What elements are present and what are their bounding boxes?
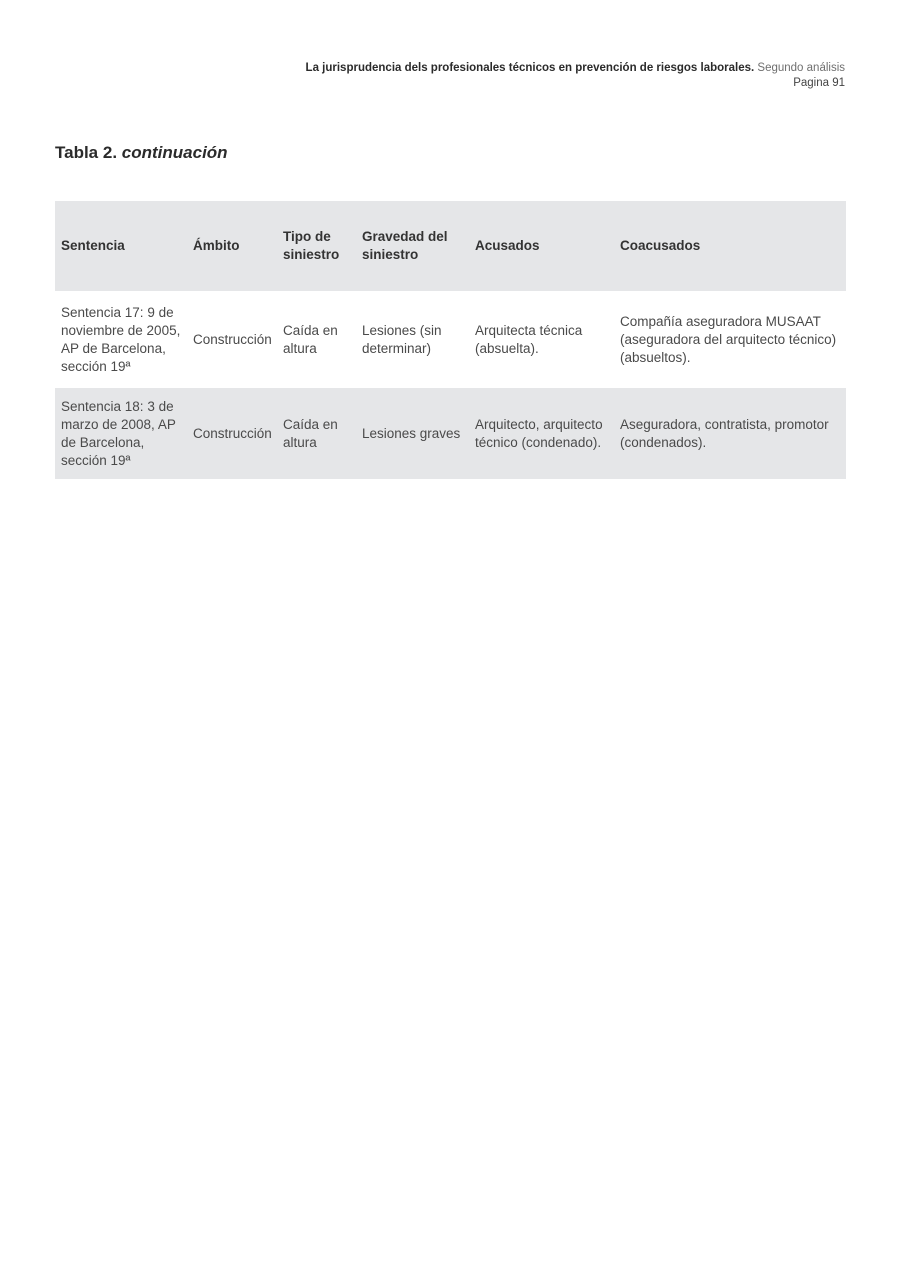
page-number: Pagina 91: [793, 77, 845, 89]
cell-sentencia: Sentencia 18: 3 de marzo de 2008, AP de Barcelona, sección 19ª: [55, 388, 187, 479]
cell-ambito: Construcción: [187, 291, 277, 388]
cell-ambito: Construcción: [187, 388, 277, 479]
cell-tipo-siniestro: Caída en altura: [277, 291, 356, 388]
header-sentencia: Sentencia: [55, 201, 187, 291]
table-caption-suffix: continuación: [121, 143, 228, 162]
cell-acusados: Arquitecto, arquitecto técnico (condenado).: [469, 388, 614, 479]
cell-gravedad: Lesiones (sin determinar): [356, 291, 469, 388]
cell-tipo-siniestro: Caída en altura: [277, 388, 356, 479]
header-tipo-siniestro: Tipo de siniestro: [277, 201, 356, 291]
table-header-row: [55, 201, 846, 291]
cell-sentencia: Sentencia 17: 9 de noviembre de 2005, AP de Barcelona, sección 19ª: [55, 291, 187, 388]
table-caption-prefix: Tabla 2.: [55, 143, 118, 162]
header-gravedad-siniestro: Gravedad del siniestro: [356, 201, 469, 291]
running-header: [306, 61, 845, 91]
document-subtitle: Segundo análisis: [757, 62, 845, 74]
header-coacusados: Coacusados: [614, 201, 846, 291]
cell-acusados: Arquitecta técnica (absuelta).: [469, 291, 614, 388]
table-row: [55, 388, 846, 479]
cell-coacusados: Compañía aseguradora MUSAAT (aseguradora del arquitecto técnico) (absueltos).: [614, 291, 846, 388]
header-ambito: Ámbito: [187, 201, 277, 291]
table-caption: [55, 143, 228, 163]
cell-gravedad: Lesiones graves: [356, 388, 469, 479]
sentences-table: [55, 201, 846, 479]
table-row: [55, 291, 846, 388]
cell-coacusados: Aseguradora, contratista, promotor (condenados).: [614, 388, 846, 479]
header-acusados: Acusados: [469, 201, 614, 291]
document-title-line: [306, 61, 845, 76]
document-title: La jurisprudencia dels profesionales técnicos en prevención de riesgos laborales.: [305, 62, 755, 74]
